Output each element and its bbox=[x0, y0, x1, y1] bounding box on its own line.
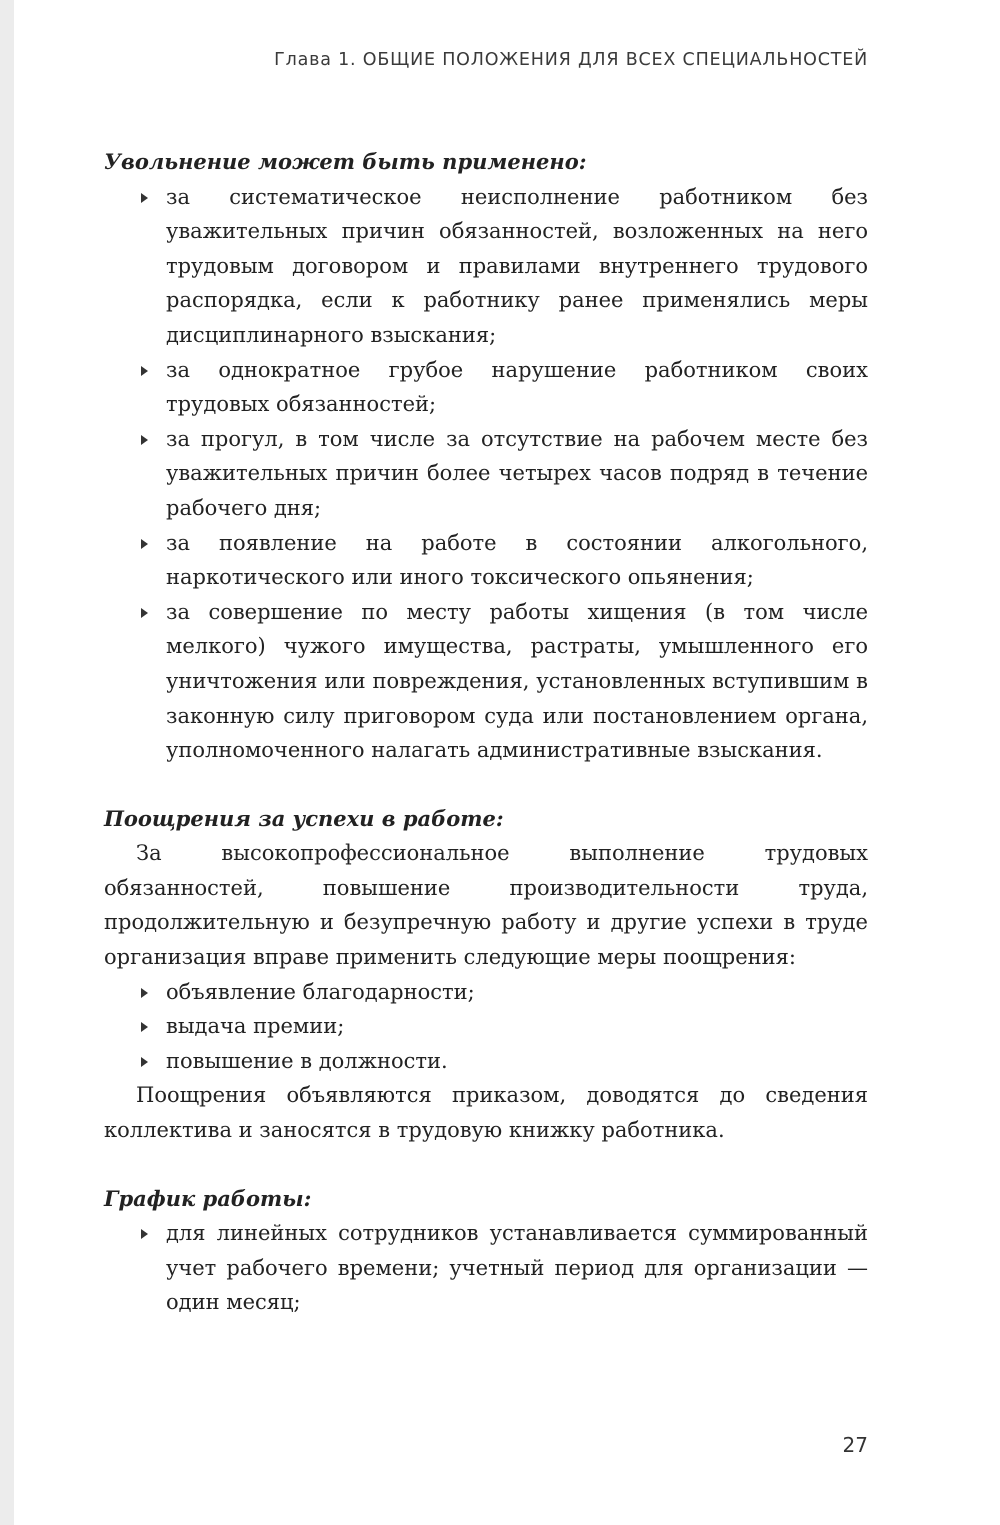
list-item: за совершение по месту работы хищения (в том числе мелкого) чужого имущества, растраты, умышленного его уничтожения или повреждения, установленных вступившим в законную силу приговором суда или постановлением органа, уполномоченного налагать административные взыскания. bbox=[104, 595, 868, 768]
list-item: за появление на работе в состоянии алкогольного, наркотического или иного токсического опьянения; bbox=[104, 526, 868, 595]
rewards-outro: Поощрения объявляются приказом, доводятся до сведения коллектива и заносятся в трудовую книжку работника. bbox=[104, 1083, 868, 1143]
rewards-intro: За высокопрофессиональное выполнение трудовых обязанностей, повышение производительности труда, продолжительную и безупречную работу и другие успехи в труде организация вправе применить следующие меры поощрения: bbox=[104, 841, 868, 970]
section-title-dismissal: Увольнение может быть применено: bbox=[104, 149, 587, 174]
list-item: выдача премии; bbox=[104, 1009, 868, 1044]
list-item: повышение в должности. bbox=[104, 1044, 868, 1079]
page-edge-shadow bbox=[0, 0, 14, 1525]
running-header: Глава 1. ОБЩИЕ ПОЛОЖЕНИЯ ДЛЯ ВСЕХ СПЕЦИАЛЬНОСТЕЙ bbox=[274, 50, 868, 70]
triangle-bullet-icon bbox=[141, 1057, 148, 1067]
triangle-bullet-icon bbox=[141, 193, 148, 203]
rewards-list bbox=[104, 975, 868, 1079]
triangle-bullet-icon bbox=[141, 608, 148, 618]
list-item: для линейных сотрудников устанавливается суммированный учет рабочего времени; учетный период для организации — один месяц; bbox=[104, 1216, 868, 1320]
page-number: 27 bbox=[842, 1433, 868, 1457]
list-item: за однократное грубое нарушение работником своих трудовых обязанностей; bbox=[104, 353, 868, 422]
triangle-bullet-icon bbox=[141, 1022, 148, 1032]
section-dismissal bbox=[104, 145, 868, 768]
triangle-bullet-icon bbox=[141, 435, 148, 445]
triangle-bullet-icon bbox=[141, 988, 148, 998]
section-rewards bbox=[104, 802, 868, 1148]
triangle-bullet-icon bbox=[141, 539, 148, 549]
section-title-schedule: График работы: bbox=[104, 1185, 312, 1211]
section-title-rewards: Поощрения за успехи в работе: bbox=[104, 805, 504, 831]
section-schedule bbox=[104, 1182, 868, 1320]
page-body bbox=[104, 145, 868, 1320]
dismissal-list bbox=[104, 180, 868, 768]
triangle-bullet-icon bbox=[141, 366, 148, 376]
list-item: за прогул, в том числе за отсутствие на рабочем месте без уважительных причин более четырех часов подряд в течение рабочего дня; bbox=[104, 422, 868, 526]
list-item: за систематическое неисполнение работником без уважительных причин обязанностей, возложенных на него трудовым договором и правилами внутреннего трудового распорядка, если к работнику ранее применялись меры дисциплинарного взыскания; bbox=[104, 180, 868, 353]
schedule-list bbox=[104, 1216, 868, 1320]
triangle-bullet-icon bbox=[141, 1229, 148, 1239]
list-item: объявление благодарности; bbox=[104, 975, 868, 1010]
